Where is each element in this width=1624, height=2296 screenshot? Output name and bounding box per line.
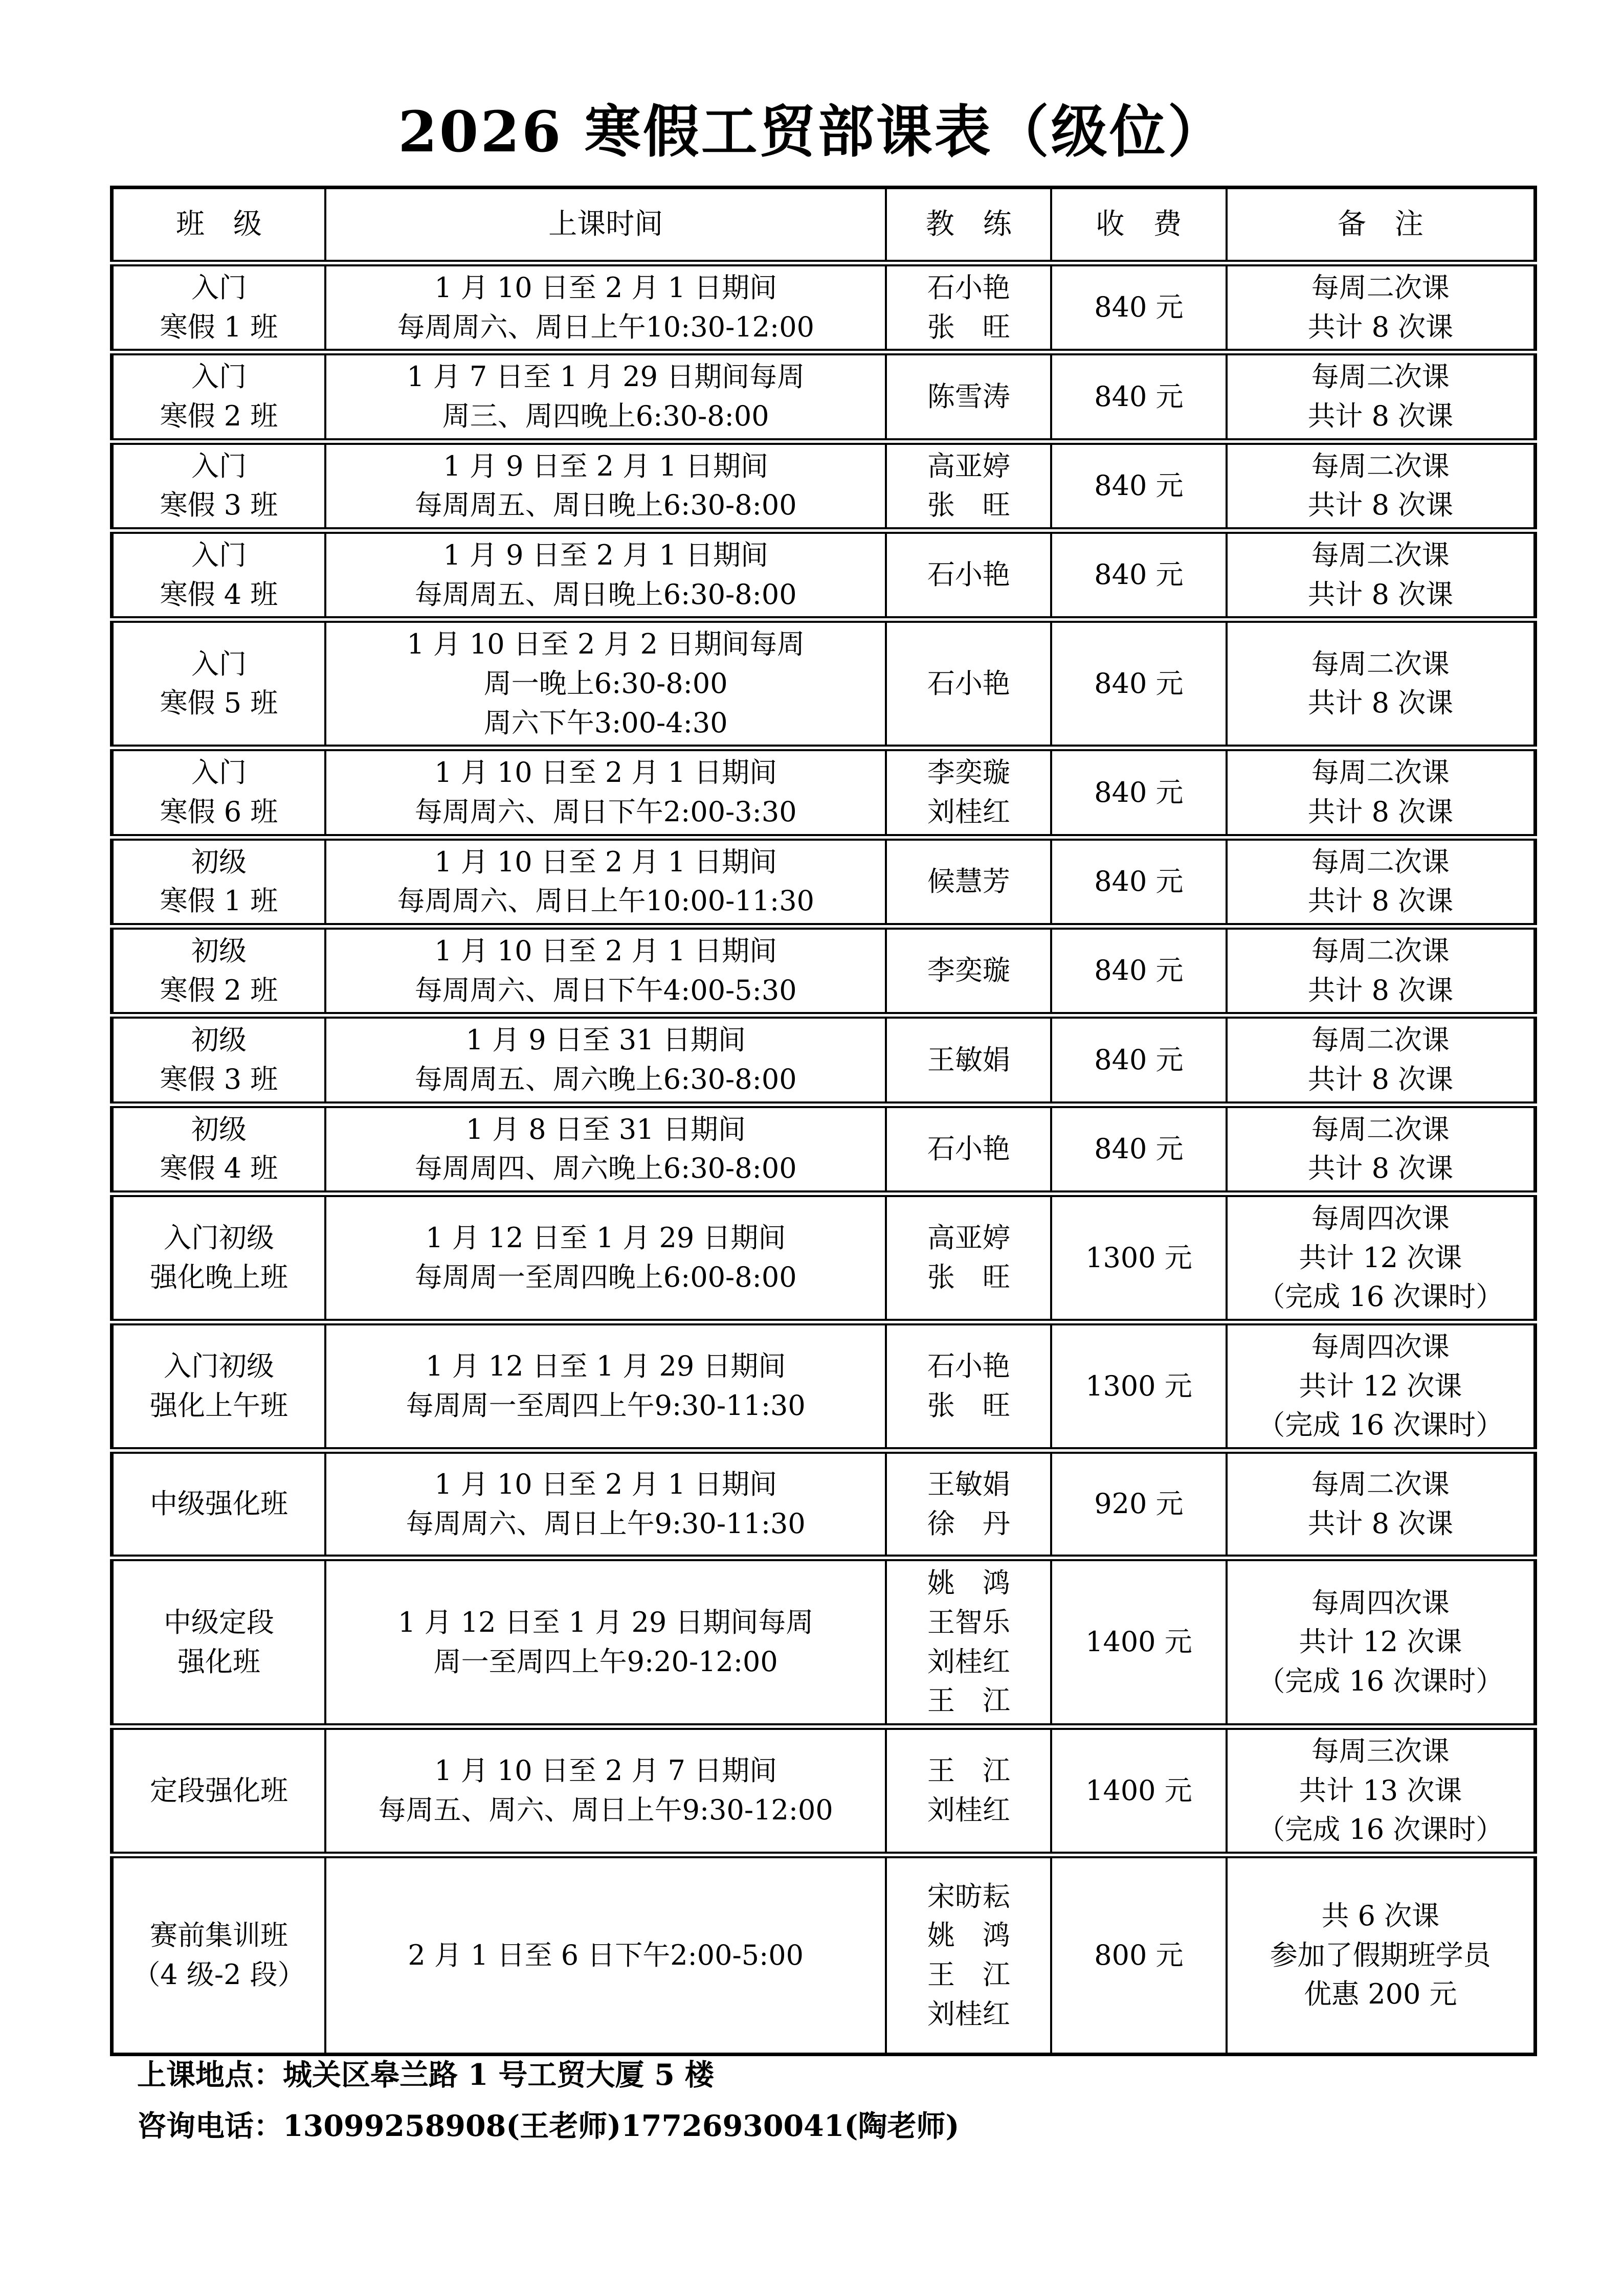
class-name-line: 中级强化班 — [149, 1488, 288, 1520]
coach-name: 张 旺 — [927, 310, 1010, 343]
fee-cell — [1051, 531, 1226, 620]
coach-name: 李奕璇 — [927, 756, 1010, 789]
coach-cell — [886, 1105, 1051, 1194]
note-line: （完成 16 次课时） — [1257, 1409, 1504, 1442]
class-name-line: 寒假 2 班 — [160, 400, 278, 433]
class-name-line: 入门 — [191, 539, 247, 572]
notes-cell — [1227, 1451, 1536, 1558]
notes-cell — [1227, 1016, 1536, 1105]
notes-cell — [1227, 1558, 1536, 1727]
note-line: 每周二次课 — [1311, 935, 1450, 967]
fee-text: 840 元 — [1094, 291, 1184, 324]
class-name-line: 定段强化班 — [149, 1774, 288, 1807]
coach-cell — [886, 620, 1051, 748]
time-line: 1 月 10 日至 2 月 1 日期间 — [434, 845, 777, 878]
coach-name: 王 江 — [927, 1959, 1010, 1991]
fee-cell — [1051, 1322, 1226, 1451]
coach-name: 石小艳 — [927, 272, 1010, 304]
coach-cell — [886, 1451, 1051, 1558]
coach-name: 李奕璇 — [927, 954, 1010, 987]
notes-cell — [1227, 352, 1536, 441]
time-line: 1 月 7 日至 1 月 29 日期间每周 — [407, 361, 805, 393]
col-header-coach: 教 练 — [886, 188, 1051, 263]
note-line: 共计 8 次课 — [1307, 1063, 1454, 1096]
class-name-line: 入门 — [191, 449, 247, 482]
coach-cell — [886, 1016, 1051, 1105]
coach-name: 姚 鸿 — [927, 1567, 1010, 1600]
class-name-line: 入门 — [191, 647, 247, 680]
notes-cell — [1227, 1727, 1536, 1855]
coach-name: 石小艳 — [927, 558, 1010, 591]
fee-cell — [1051, 927, 1226, 1016]
class-name-line: 寒假 5 班 — [160, 687, 278, 719]
table-row — [112, 620, 1536, 748]
coach-name: 高亚婷 — [927, 1222, 1010, 1254]
coach-name: 姚 鸿 — [927, 1919, 1010, 1952]
note-line: 共计 8 次课 — [1307, 687, 1454, 719]
time-cell — [325, 927, 886, 1016]
class-name-line: 赛前集训班 — [149, 1919, 288, 1952]
coach-name: 石小艳 — [927, 1133, 1010, 1165]
note-line: 每周四次课 — [1311, 1586, 1450, 1619]
col-header-class: 班 级 — [112, 188, 325, 263]
note-line: 每周二次课 — [1311, 647, 1450, 680]
class-name-cell — [112, 748, 325, 837]
time-line: 1 月 9 日至 2 月 1 日期间 — [443, 539, 768, 572]
notes-cell — [1227, 531, 1536, 620]
fee-text: 840 元 — [1094, 558, 1184, 591]
class-name-line: 寒假 4 班 — [160, 1152, 278, 1185]
fee-text: 920 元 — [1094, 1488, 1184, 1520]
coach-name: 石小艳 — [927, 667, 1010, 700]
table-row — [112, 441, 1536, 530]
class-name-cell — [112, 441, 325, 530]
coach-name: 张 旺 — [927, 489, 1010, 522]
note-line: 每周二次课 — [1311, 845, 1450, 878]
time-line: 周一晚上6:30-8:00 — [483, 667, 728, 700]
note-line: 共计 8 次课 — [1307, 1152, 1454, 1185]
notes-cell — [1227, 620, 1536, 748]
time-cell — [325, 1558, 886, 1727]
fee-text: 840 元 — [1094, 954, 1184, 987]
table-row — [112, 1105, 1536, 1194]
class-name-line: 入门 — [191, 361, 247, 393]
note-line: 共计 12 次课 — [1299, 1369, 1462, 1402]
time-line: 1 月 12 日至 1 月 29 日期间 — [426, 1222, 786, 1254]
class-name-cell — [112, 1451, 325, 1558]
time-cell — [325, 441, 886, 530]
class-name-line: 初级 — [191, 1024, 247, 1056]
class-name-cell — [112, 620, 325, 748]
fee-text: 800 元 — [1094, 1939, 1184, 1971]
page-title: 2026 寒假工贸部课表（级位） — [398, 99, 1226, 165]
fee-text: 840 元 — [1094, 380, 1184, 413]
time-line: 1 月 9 日至 31 日期间 — [465, 1024, 746, 1056]
class-name-cell — [112, 1322, 325, 1451]
table-row — [112, 1322, 1536, 1451]
schedule-table — [110, 186, 1537, 2056]
table-row — [112, 1558, 1536, 1727]
time-line: 每周周六、周日下午4:00-5:30 — [414, 974, 797, 1006]
table-row — [112, 1451, 1536, 1558]
class-name-line: 入门初级 — [163, 1222, 274, 1254]
time-line: 每周五、周六、周日上午9:30-12:00 — [378, 1794, 833, 1827]
footer-phone: 咨询电话：13099258908(王老师)17726930041(陶老师) — [137, 2109, 960, 2143]
class-name-line: 强化晚上班 — [149, 1261, 288, 1294]
notes-cell — [1227, 1194, 1536, 1322]
note-line: 共计 8 次课 — [1307, 796, 1454, 828]
class-name-cell — [112, 352, 325, 441]
class-name-line: 初级 — [191, 845, 247, 878]
fee-cell — [1051, 1194, 1226, 1322]
table-row — [112, 1855, 1536, 2055]
coach-cell — [886, 1558, 1051, 1727]
fee-text: 840 元 — [1094, 1043, 1184, 1076]
class-name-cell — [112, 1558, 325, 1727]
time-line: 1 月 12 日至 1 月 29 日期间每周 — [398, 1606, 814, 1638]
fee-cell — [1051, 1451, 1226, 1558]
time-line: 每周周六、周日上午10:00-11:30 — [397, 885, 814, 917]
time-cell — [325, 352, 886, 441]
fee-text: 840 元 — [1094, 776, 1184, 808]
fee-text: 1300 元 — [1085, 1369, 1192, 1402]
note-line: 每周二次课 — [1311, 361, 1450, 393]
table-row — [112, 837, 1536, 926]
note-line: 每周二次课 — [1311, 272, 1450, 304]
note-line: （完成 16 次课时） — [1257, 1664, 1504, 1697]
time-cell — [325, 1451, 886, 1558]
coach-cell — [886, 1727, 1051, 1855]
fee-cell — [1051, 441, 1226, 530]
coach-cell — [886, 263, 1051, 352]
col-header-fee: 收 费 — [1051, 188, 1226, 263]
coach-cell — [886, 837, 1051, 926]
note-line: 共计 8 次课 — [1307, 310, 1454, 343]
coach-name: 石小艳 — [927, 1350, 1010, 1383]
notes-cell — [1227, 263, 1536, 352]
class-name-line: 初级 — [191, 935, 247, 967]
col-header-time: 上课时间 — [325, 188, 886, 263]
fee-text: 1400 元 — [1085, 1774, 1192, 1807]
coach-name: 徐 丹 — [927, 1507, 1010, 1540]
class-name-cell — [112, 927, 325, 1016]
class-name-cell — [112, 263, 325, 352]
time-line: 每周周五、周日晚上6:30-8:00 — [414, 489, 797, 522]
time-cell — [325, 531, 886, 620]
fee-cell — [1051, 620, 1226, 748]
header-row — [112, 188, 1536, 263]
time-line: 每周周一至周四晚上6:00-8:00 — [414, 1261, 797, 1294]
note-line: 共计 12 次课 — [1299, 1626, 1462, 1658]
time-line: 周三、周四晚上6:30-8:00 — [442, 400, 769, 433]
coach-cell — [886, 1194, 1051, 1322]
time-line: 1 月 10 日至 2 月 1 日期间 — [434, 272, 777, 304]
coach-name: 刘桂红 — [927, 1794, 1010, 1827]
note-line: 共计 8 次课 — [1307, 974, 1454, 1006]
time-cell — [325, 1194, 886, 1322]
class-name-line: 寒假 6 班 — [160, 796, 278, 828]
note-line: （完成 16 次课时） — [1257, 1280, 1504, 1313]
note-line: （完成 16 次课时） — [1257, 1813, 1504, 1846]
class-name-line: 入门初级 — [163, 1350, 274, 1383]
note-line: 共计 8 次课 — [1307, 1507, 1454, 1540]
class-name-cell — [112, 1855, 325, 2055]
notes-cell — [1227, 837, 1536, 926]
fee-cell — [1051, 1855, 1226, 2055]
time-cell — [325, 1105, 886, 1194]
class-name-cell — [112, 1194, 325, 1322]
time-cell — [325, 620, 886, 748]
fee-text: 1400 元 — [1085, 1626, 1192, 1658]
coach-name: 刘桂红 — [927, 1645, 1010, 1678]
table-row — [112, 1727, 1536, 1855]
note-line: 每周二次课 — [1311, 1024, 1450, 1056]
fee-text: 840 元 — [1094, 667, 1184, 700]
footer-location: 上课地点：城关区皋兰路 1 号工贸大厦 5 楼 — [137, 2058, 714, 2092]
notes-cell — [1227, 748, 1536, 837]
time-line: 每周周六、周日上午10:30-12:00 — [397, 310, 814, 343]
time-line: 每周周六、周日上午9:30-11:30 — [406, 1507, 806, 1540]
time-line: 1 月 8 日至 31 日期间 — [465, 1113, 746, 1145]
class-name-line: 寒假 1 班 — [160, 885, 278, 917]
notes-cell — [1227, 441, 1536, 530]
fee-cell — [1051, 837, 1226, 926]
class-name-line: 初级 — [191, 1113, 247, 1145]
class-name-cell — [112, 1727, 325, 1855]
note-line: 参加了假期班学员 — [1270, 1939, 1491, 1971]
notes-cell — [1227, 1322, 1536, 1451]
note-line: 共计 12 次课 — [1299, 1241, 1462, 1274]
table-row — [112, 263, 1536, 352]
fee-cell — [1051, 263, 1226, 352]
time-line: 1 月 10 日至 2 月 1 日期间 — [434, 935, 777, 967]
time-line: 周一至周四上午9:20-12:00 — [433, 1645, 778, 1678]
class-name-line: 寒假 2 班 — [160, 974, 278, 1006]
note-line: 每周二次课 — [1311, 539, 1450, 572]
fee-text: 1300 元 — [1085, 1241, 1192, 1274]
table-row — [112, 748, 1536, 837]
fee-cell — [1051, 1016, 1226, 1105]
time-cell — [325, 748, 886, 837]
time-cell — [325, 1727, 886, 1855]
fee-cell — [1051, 1727, 1226, 1855]
class-name-line: （4 级-2 段） — [132, 1959, 305, 1991]
coach-name: 刘桂红 — [927, 796, 1010, 828]
coach-name: 张 旺 — [927, 1389, 1010, 1422]
fee-text: 840 元 — [1094, 1133, 1184, 1165]
class-name-line: 中级定段 — [163, 1606, 274, 1638]
fee-cell — [1051, 1558, 1226, 1727]
col-header-notes: 备 注 — [1227, 188, 1536, 263]
note-line: 共计 8 次课 — [1307, 400, 1454, 433]
coach-name: 王 江 — [927, 1754, 1010, 1787]
coach-name: 候慧芳 — [927, 865, 1010, 898]
table-row — [112, 531, 1536, 620]
class-name-line: 强化上午班 — [149, 1389, 288, 1422]
time-line: 每周周六、周日下午2:00-3:30 — [414, 796, 797, 828]
table-row — [112, 1194, 1536, 1322]
note-line: 每周二次课 — [1311, 449, 1450, 482]
fee-cell — [1051, 352, 1226, 441]
coach-cell — [886, 1322, 1051, 1451]
note-line: 共 6 次课 — [1321, 1900, 1440, 1932]
coach-name: 陈雪涛 — [927, 380, 1010, 413]
note-line: 每周二次课 — [1311, 1113, 1450, 1145]
table-row — [112, 1016, 1536, 1105]
time-cell — [325, 263, 886, 352]
fee-text: 840 元 — [1094, 865, 1184, 898]
time-line: 1 月 10 日至 2 月 2 日期间每周 — [407, 628, 805, 661]
note-line: 每周四次课 — [1311, 1202, 1450, 1235]
time-line: 1 月 12 日至 1 月 29 日期间 — [426, 1350, 786, 1383]
class-name-cell — [112, 1016, 325, 1105]
coach-cell — [886, 748, 1051, 837]
fee-cell — [1051, 1105, 1226, 1194]
note-line: 每周三次课 — [1311, 1735, 1450, 1768]
class-name-line: 寒假 3 班 — [160, 489, 278, 522]
time-cell — [325, 1855, 886, 2055]
coach-cell — [886, 352, 1051, 441]
class-name-cell — [112, 837, 325, 926]
coach-name: 王敏娟 — [927, 1043, 1010, 1076]
note-line: 共计 8 次课 — [1307, 578, 1454, 611]
notes-cell — [1227, 1855, 1536, 2055]
time-line: 每周周五、周六晚上6:30-8:00 — [414, 1063, 797, 1096]
note-line: 每周二次课 — [1311, 1468, 1450, 1500]
coach-name: 高亚婷 — [927, 449, 1010, 482]
table-row — [112, 352, 1536, 441]
coach-name: 张 旺 — [927, 1261, 1010, 1294]
class-name-line: 强化班 — [177, 1645, 260, 1678]
time-line: 每周周四、周六晚上6:30-8:00 — [414, 1152, 797, 1185]
time-line: 2 月 1 日至 6 日下午2:00-5:00 — [408, 1939, 804, 1971]
note-line: 每周二次课 — [1311, 756, 1450, 789]
note-line: 优惠 200 元 — [1304, 1978, 1457, 2011]
coach-name: 王 江 — [927, 1684, 1010, 1717]
class-name-cell — [112, 531, 325, 620]
footer — [137, 2050, 959, 2152]
note-line: 共计 8 次课 — [1307, 489, 1454, 522]
time-cell — [325, 837, 886, 926]
class-name-line: 寒假 4 班 — [160, 578, 278, 611]
coach-cell — [886, 441, 1051, 530]
coach-name: 王敏娟 — [927, 1468, 1010, 1500]
time-line: 1 月 9 日至 2 月 1 日期间 — [443, 449, 768, 482]
time-line: 每周周五、周日晚上6:30-8:00 — [414, 578, 797, 611]
time-line: 1 月 10 日至 2 月 1 日期间 — [434, 756, 777, 789]
note-line: 每周四次课 — [1311, 1331, 1450, 1363]
time-line: 周六下午3:00-4:30 — [483, 706, 728, 739]
time-cell — [325, 1322, 886, 1451]
class-name-line: 入门 — [191, 756, 247, 789]
class-name-line: 寒假 3 班 — [160, 1063, 278, 1096]
time-line: 1 月 10 日至 2 月 7 日期间 — [434, 1754, 777, 1787]
fee-cell — [1051, 748, 1226, 837]
class-name-line: 入门 — [191, 272, 247, 304]
coach-cell — [886, 927, 1051, 1016]
coach-cell — [886, 531, 1051, 620]
coach-name: 宋昉耘 — [927, 1880, 1010, 1912]
note-line: 共计 13 次课 — [1299, 1774, 1462, 1807]
note-line: 共计 8 次课 — [1307, 885, 1454, 917]
coach-name: 刘桂红 — [927, 1997, 1010, 2030]
notes-cell — [1227, 1105, 1536, 1194]
table-row — [112, 927, 1536, 1016]
time-line: 1 月 10 日至 2 月 1 日期间 — [434, 1468, 777, 1500]
coach-name: 王智乐 — [927, 1606, 1010, 1638]
coach-cell — [886, 1855, 1051, 2055]
fee-text: 840 元 — [1094, 469, 1184, 502]
class-name-line: 寒假 1 班 — [160, 310, 278, 343]
time-cell — [325, 1016, 886, 1105]
class-name-cell — [112, 1105, 325, 1194]
time-line: 每周周一至周四上午9:30-11:30 — [406, 1389, 806, 1422]
notes-cell — [1227, 927, 1536, 1016]
